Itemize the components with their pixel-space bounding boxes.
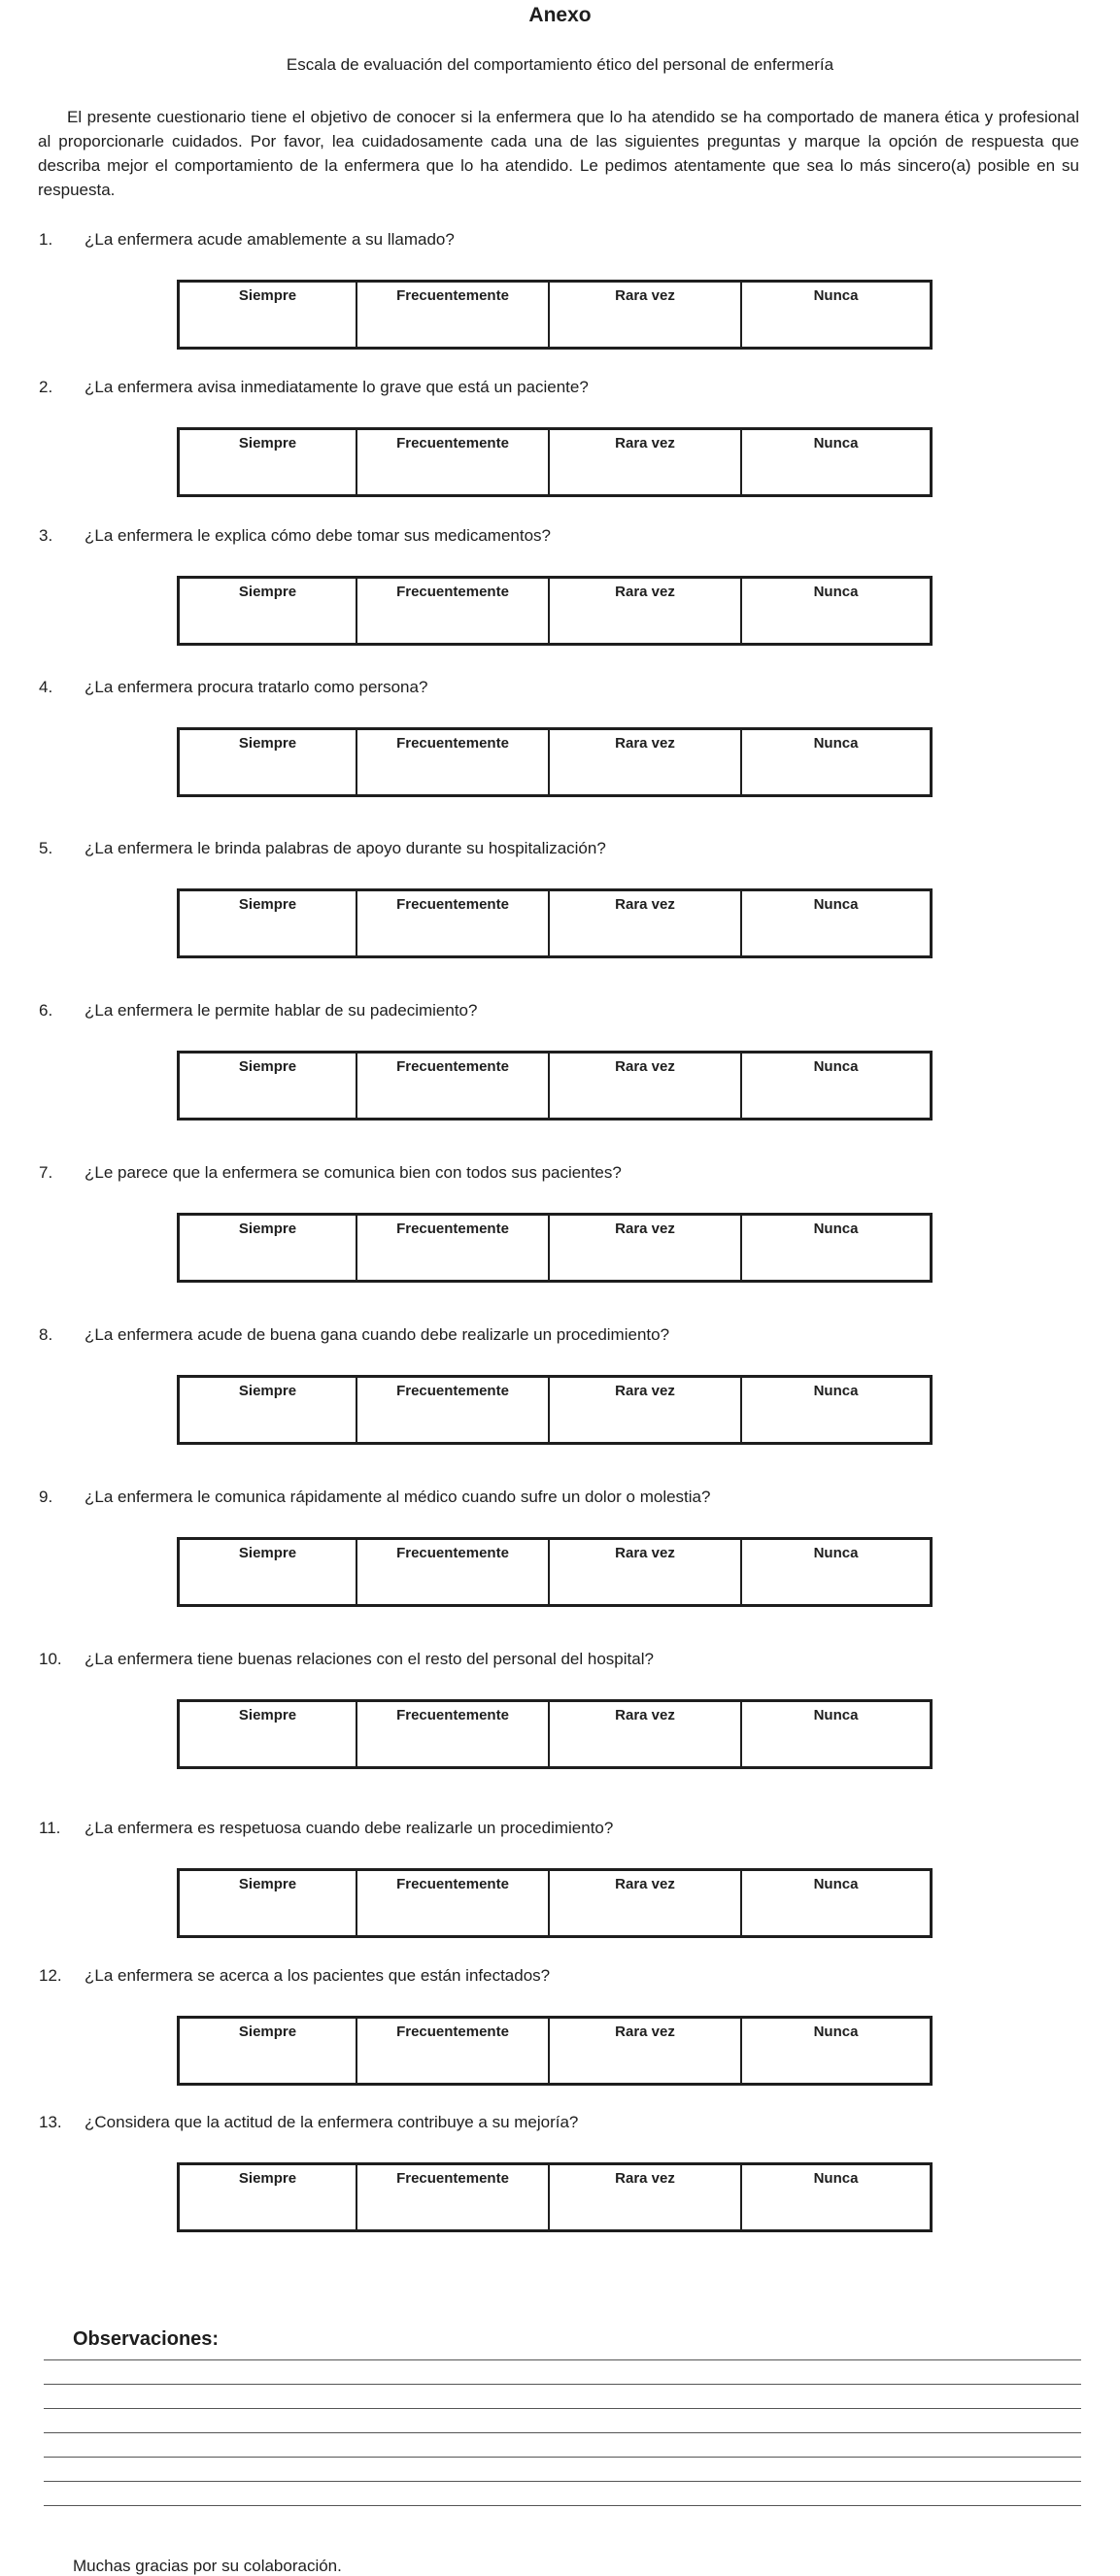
answer-options-table <box>177 1699 933 1769</box>
question-item <box>0 1162 1120 1288</box>
answer-option[interactable]: Nunca <box>813 1707 859 1723</box>
observations-label: Observaciones: <box>73 2328 220 2350</box>
question-number: 10. <box>39 1650 62 1668</box>
answer-option[interactable]: Rara vez <box>550 579 742 643</box>
answer-option[interactable]: Frecuentemente <box>357 2019 550 2083</box>
question-number: 8. <box>39 1325 53 1344</box>
answer-option[interactable]: Nunca <box>813 287 859 304</box>
answer-option[interactable]: Frecuentemente <box>357 2165 550 2229</box>
answer-option[interactable]: Siempre <box>180 891 357 955</box>
answer-option[interactable]: Rara vez <box>550 2019 742 2083</box>
question-item <box>0 229 1120 355</box>
question-number: 7. <box>39 1163 53 1182</box>
answer-option[interactable]: Siempre <box>180 730 357 794</box>
question-number: 9. <box>39 1488 53 1506</box>
answer-options-table <box>177 427 933 497</box>
answer-options-table <box>177 280 933 350</box>
answer-option[interactable]: Rara vez <box>550 1216 742 1280</box>
question-item <box>0 838 1120 964</box>
question-item <box>0 1487 1120 1613</box>
answer-option[interactable]: Siempre <box>180 1871 357 1935</box>
question-number: 3. <box>39 526 53 545</box>
question-text: ¿Le parece que la enfermera se comunica bien con todos sus pacientes? <box>85 1163 622 1182</box>
answer-option[interactable]: Frecuentemente <box>357 1378 550 1442</box>
thanks-note: Muchas gracias por su colaboración. <box>73 2557 342 2575</box>
answer-option[interactable]: Siempre <box>180 1054 357 1118</box>
answer-option[interactable]: Nunca <box>813 435 859 452</box>
answer-option[interactable]: Nunca <box>813 2024 859 2040</box>
document-subtitle: Escala de evaluación del comportamiento ético del personal de enfermería <box>286 55 834 74</box>
answer-option[interactable]: Rara vez <box>550 1871 742 1935</box>
answer-options-table <box>177 1868 933 1938</box>
answer-option[interactable]: Frecuentemente <box>357 283 550 347</box>
answer-options-table <box>177 1537 933 1607</box>
observation-line[interactable] <box>44 2384 1081 2385</box>
answer-option[interactable]: Rara vez <box>550 1378 742 1442</box>
answer-option[interactable]: Nunca <box>813 1383 859 1399</box>
answer-option[interactable]: Siempre <box>180 430 357 494</box>
answer-option[interactable]: Rara vez <box>550 2165 742 2229</box>
answer-options-table <box>177 2162 933 2232</box>
question-item <box>0 1000 1120 1126</box>
page-title: Anexo <box>528 4 592 26</box>
answer-option[interactable]: Frecuentemente <box>357 1540 550 1604</box>
intro-paragraph: El presente cuestionario tiene el objetivo de conocer si la enfermera que lo ha atendido se ha comportado de manera ética y profesional al proporcionarle cuidados. Por favor, lea cuidadosamente cada una de las siguientes preguntas y marque la opción de respuesta que describa mejor el comportamiento de la enfermera que lo ha atendido. Le pedimos atentamente que sea lo más sincero(a) posible en su respuesta. <box>38 108 1079 199</box>
question-number: 1. <box>39 230 53 249</box>
question-text: ¿La enfermera es respetuosa cuando debe realizarle un procedimiento? <box>85 1819 614 1837</box>
question-item <box>0 1965 1120 2091</box>
observation-line[interactable] <box>44 2457 1081 2458</box>
question-text: ¿La enfermera le explica cómo debe tomar sus medicamentos? <box>85 526 552 545</box>
observation-line[interactable] <box>44 2505 1081 2506</box>
answer-option[interactable]: Rara vez <box>550 1702 742 1766</box>
answer-option[interactable]: Nunca <box>813 2170 859 2187</box>
answer-option[interactable]: Nunca <box>813 1058 859 1075</box>
observation-line[interactable] <box>44 2481 1081 2482</box>
question-text: ¿La enfermera se acerca a los pacientes que están infectados? <box>85 1966 551 1985</box>
observation-line[interactable] <box>44 2432 1081 2433</box>
question-text: ¿La enfermera le comunica rápidamente al médico cuando sufre un dolor o molestia? <box>85 1488 711 1506</box>
question-number: 2. <box>39 378 53 396</box>
answer-option[interactable]: Rara vez <box>550 283 742 347</box>
answer-option[interactable]: Frecuentemente <box>357 1702 550 1766</box>
question-text: ¿La enfermera tiene buenas relaciones con el resto del personal del hospital? <box>85 1650 654 1668</box>
answer-options-table <box>177 1051 933 1121</box>
answer-options-table <box>177 2016 933 2086</box>
answer-option[interactable]: Rara vez <box>550 1540 742 1604</box>
answer-options-table <box>177 727 933 797</box>
question-text: ¿La enfermera procura tratarlo como persona? <box>85 678 428 696</box>
answer-options-table <box>177 888 933 958</box>
answer-option[interactable]: Rara vez <box>550 891 742 955</box>
answer-option[interactable]: Frecuentemente <box>357 1871 550 1935</box>
question-text: ¿La enfermera avisa inmediatamente lo grave que está un paciente? <box>85 378 589 396</box>
question-item <box>0 1649 1120 1775</box>
answer-option[interactable]: Siempre <box>180 1378 357 1442</box>
answer-option[interactable]: Frecuentemente <box>357 891 550 955</box>
answer-option[interactable]: Frecuentemente <box>357 1054 550 1118</box>
answer-option[interactable]: Nunca <box>813 896 859 913</box>
answer-option[interactable]: Rara vez <box>550 430 742 494</box>
question-number: 13. <box>39 2113 62 2131</box>
answer-option[interactable]: Siempre <box>180 1216 357 1280</box>
question-number: 5. <box>39 839 53 857</box>
question-item <box>0 525 1120 652</box>
answer-option[interactable]: Nunca <box>813 735 859 752</box>
question-text: ¿La enfermera le permite hablar de su padecimiento? <box>85 1001 478 1020</box>
answer-option[interactable]: Rara vez <box>550 1054 742 1118</box>
question-number: 12. <box>39 1966 62 1985</box>
question-number: 11. <box>39 1819 61 1837</box>
question-text: ¿La enfermera le brinda palabras de apoyo durante su hospitalización? <box>85 839 606 857</box>
question-text: ¿La enfermera acude de buena gana cuando debe realizarle un procedimiento? <box>85 1325 670 1344</box>
question-item <box>0 1324 1120 1451</box>
answer-option[interactable]: Frecuentemente <box>357 730 550 794</box>
answer-option[interactable]: Frecuentemente <box>357 1216 550 1280</box>
question-text: ¿La enfermera acude amablemente a su llamado? <box>85 230 455 249</box>
question-item <box>0 1818 1120 1944</box>
question-text: ¿Considera que la actitud de la enfermera contribuye a su mejoría? <box>85 2113 579 2131</box>
answer-option[interactable]: Siempre <box>180 1702 357 1766</box>
question-item <box>0 377 1120 503</box>
answer-option[interactable]: Nunca <box>813 1221 859 1237</box>
question-number: 4. <box>39 678 53 696</box>
observation-line[interactable] <box>44 2359 1081 2360</box>
answer-option[interactable]: Nunca <box>813 1545 859 1561</box>
answer-option[interactable]: Nunca <box>813 1876 859 1892</box>
answer-options-table <box>177 1375 933 1445</box>
answer-options-table <box>177 576 933 646</box>
answer-option[interactable]: Siempre <box>180 283 357 347</box>
answer-option[interactable]: Rara vez <box>550 730 742 794</box>
answer-option[interactable]: Siempre <box>180 579 357 643</box>
answer-option[interactable]: Siempre <box>180 1540 357 1604</box>
answer-option[interactable]: Nunca <box>813 584 859 600</box>
answer-option[interactable]: Siempre <box>180 2019 357 2083</box>
answer-option[interactable]: Siempre <box>180 2165 357 2229</box>
answer-option[interactable]: Frecuentemente <box>357 430 550 494</box>
question-item <box>0 2112 1120 2238</box>
answer-option[interactable]: Frecuentemente <box>357 579 550 643</box>
observation-line[interactable] <box>44 2408 1081 2409</box>
question-item <box>0 677 1120 803</box>
answer-options-table <box>177 1213 933 1283</box>
question-number: 6. <box>39 1001 53 1020</box>
